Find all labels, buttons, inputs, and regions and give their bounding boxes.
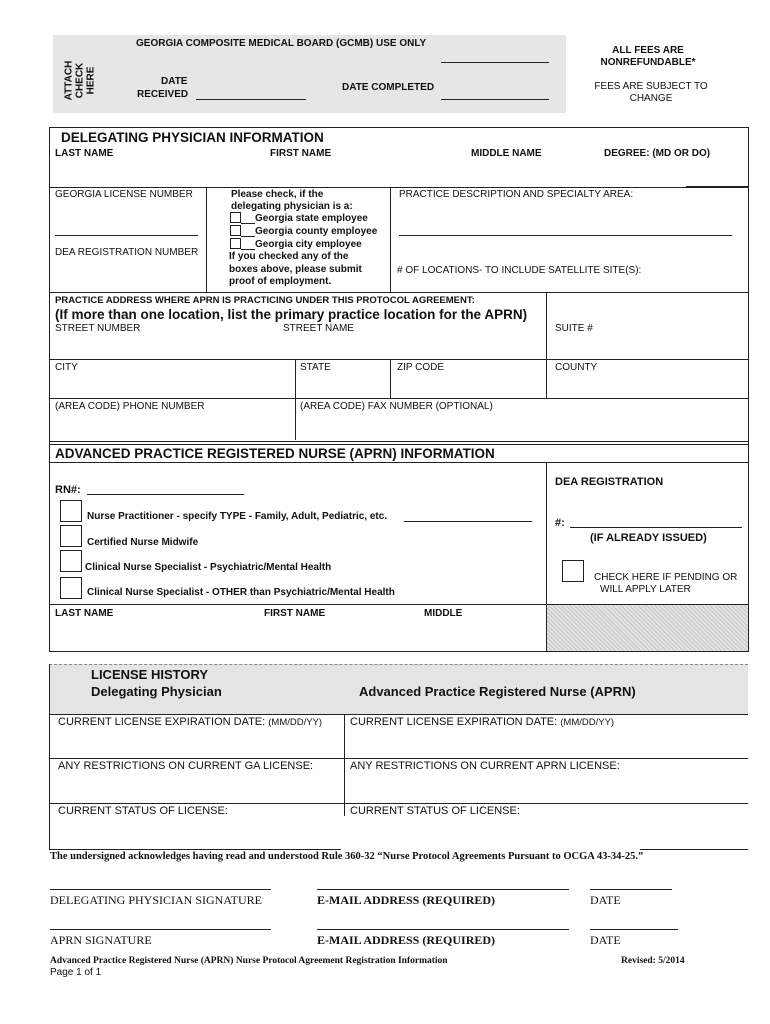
aprn-signature-field[interactable] bbox=[50, 929, 271, 930]
email-label-2: E-MAIL ADDRESS (REQUIRED) bbox=[317, 933, 496, 947]
divider bbox=[390, 187, 391, 292]
date-received-label: DATE RECEIVED bbox=[137, 76, 189, 100]
divider bbox=[546, 322, 547, 360]
physician-signature-label: DELEGATING PHYSICIAN SIGNATURE bbox=[50, 893, 262, 907]
form-title: Advanced Practice Registered Nurse (APRN) Nurse Protocol Agreement Registration Information bbox=[50, 956, 448, 966]
phys-middle-name-label: MIDDLE NAME bbox=[471, 148, 542, 159]
fax-label: (AREA CODE) FAX NUMBER (OPTIONAL) bbox=[300, 401, 493, 412]
county-employee-checkbox[interactable] bbox=[230, 225, 241, 236]
divider bbox=[49, 714, 748, 715]
acknowledgement-text: The undersigned acknowledges having read and understood Rule 360-32 “Nurse Protocol Agreements Pursuant to OCGA 43-34-25.” bbox=[50, 851, 644, 862]
date-label-1: DATE bbox=[590, 893, 621, 907]
date-completed-field[interactable] bbox=[441, 99, 549, 100]
dea-registration-title: DEA REGISTRATION bbox=[555, 476, 664, 488]
divider bbox=[546, 359, 547, 399]
revised-date: Revised: 5/2014 bbox=[621, 956, 685, 966]
email-field-1[interactable] bbox=[317, 889, 569, 890]
date-field-2[interactable] bbox=[590, 929, 678, 930]
rn-label: RN#: bbox=[55, 484, 81, 496]
fees-nonrefundable: ALL FEES ARE NONREFUNDABLE* bbox=[600, 45, 696, 68]
state-label: STATE bbox=[300, 362, 331, 373]
email-label-1: E-MAIL ADDRESS (REQUIRED) bbox=[317, 893, 496, 907]
np-type-field[interactable] bbox=[404, 521, 532, 522]
locations-label: # OF LOCATIONS- TO INCLUDE SATELLITE SITE(S): bbox=[397, 265, 642, 276]
restrictions-right-label: ANY RESTRICTIONS ON CURRENT APRN LICENSE: bbox=[350, 760, 620, 772]
divider bbox=[49, 849, 341, 850]
np-label: Nurse Practitioner - specify TYPE - Family, Adult, Pediatric, etc. bbox=[87, 511, 388, 522]
state-employee-checkbox[interactable] bbox=[230, 212, 241, 223]
divider bbox=[49, 462, 749, 463]
divider bbox=[49, 803, 748, 804]
divider bbox=[49, 359, 749, 360]
phys-first-name-label: FIRST NAME bbox=[270, 148, 332, 159]
dea-reg-label: DEA REGISTRATION NUMBER bbox=[55, 247, 199, 258]
city-employee-label: Georgia city employee bbox=[255, 239, 362, 250]
cns-other-label: Clinical Nurse Specialist - OTHER than Psychiatric/Mental Health bbox=[87, 587, 395, 598]
practice-desc-field[interactable] bbox=[399, 235, 732, 236]
city-label: CITY bbox=[55, 362, 78, 373]
date-completed-label: DATE COMPLETED bbox=[342, 82, 435, 93]
dea-number-field[interactable] bbox=[570, 527, 742, 528]
divider bbox=[241, 223, 255, 224]
dea-issued-note: (IF ALREADY ISSUED) bbox=[590, 532, 707, 544]
date-received-field[interactable] bbox=[196, 99, 306, 100]
col-delegating-physician: Delegating Physician bbox=[91, 684, 222, 699]
date-label-2: DATE bbox=[590, 933, 621, 947]
physician-signature-field[interactable] bbox=[50, 889, 271, 890]
aprn-middle-label: MIDDLE bbox=[424, 608, 463, 619]
date-field-1[interactable] bbox=[590, 889, 672, 890]
street-number-label: STREET NUMBER bbox=[55, 323, 141, 334]
attach-check-label: ATTACH CHECK HERE bbox=[63, 60, 97, 101]
board-title: GEORGIA COMPOSITE MEDICAL BOARD (GCMB) USE ONLY bbox=[136, 38, 427, 49]
dea-number-label: #: bbox=[555, 517, 565, 529]
divider bbox=[206, 187, 207, 292]
practice-desc-label: PRACTICE DESCRIPTION AND SPECIALTY AREA: bbox=[399, 189, 634, 200]
gcmb-top-field[interactable] bbox=[441, 62, 549, 63]
exp-date-right-label: CURRENT LICENSE EXPIRATION DATE: (MM/DD/YY) bbox=[350, 716, 615, 728]
divider bbox=[49, 758, 748, 759]
cns-psych-checkbox[interactable] bbox=[60, 550, 82, 572]
cnm-checkbox[interactable] bbox=[60, 525, 82, 547]
dea-pending-checkbox[interactable] bbox=[562, 560, 584, 582]
divider bbox=[49, 187, 749, 188]
phys-degree-label: DEGREE: (MD OR DO) bbox=[604, 148, 711, 159]
county-employee-label: Georgia county employee bbox=[255, 226, 378, 237]
aprn-section-title: ADVANCED PRACTICE REGISTERED NURSE (APRN) INFORMATION bbox=[55, 446, 495, 461]
proof-employment-note: If you checked any of the boxes above, please submit proof of employment. bbox=[229, 251, 362, 287]
divider bbox=[241, 249, 255, 250]
divider bbox=[640, 849, 748, 850]
employee-check-intro: Please check, if the delegating physician is a: bbox=[231, 189, 353, 212]
np-checkbox[interactable] bbox=[60, 500, 82, 522]
rn-field[interactable] bbox=[87, 494, 244, 495]
divider bbox=[546, 292, 547, 322]
aprn-first-name-label: FIRST NAME bbox=[264, 608, 326, 619]
aprn-signature-label: APRN SIGNATURE bbox=[50, 933, 152, 947]
phys-last-name-label: LAST NAME bbox=[55, 148, 114, 159]
suite-label: SUITE # bbox=[555, 323, 593, 334]
physician-section-title: DELEGATING PHYSICIAN INFORMATION bbox=[61, 130, 324, 145]
email-field-2[interactable] bbox=[317, 929, 569, 930]
divider bbox=[295, 359, 296, 440]
page-number: Page 1 of 1 bbox=[50, 967, 102, 978]
fees-subject-change: FEES ARE SUBJECT TO CHANGE bbox=[594, 81, 708, 104]
cns-psych-label: Clinical Nurse Specialist - Psychiatric/Mental Health bbox=[85, 562, 332, 573]
exp-date-left-label: CURRENT LICENSE EXPIRATION DATE: (MM/DD/YY) bbox=[58, 716, 323, 728]
street-name-label: STREET NAME bbox=[283, 323, 354, 334]
shaded-cell bbox=[547, 605, 748, 651]
state-employee-label: Georgia state employee bbox=[255, 213, 368, 224]
zip-label: ZIP CODE bbox=[397, 362, 445, 373]
multi-location-note: (If more than one location, list the primary practice location for the APRN) bbox=[55, 307, 528, 322]
ga-license-field[interactable] bbox=[55, 235, 198, 236]
divider bbox=[344, 714, 345, 816]
ga-license-label: GEORGIA LICENSE NUMBER bbox=[55, 189, 193, 200]
divider bbox=[241, 236, 255, 237]
phone-label: (AREA CODE) PHONE NUMBER bbox=[55, 401, 205, 412]
license-history-title: LICENSE HISTORY bbox=[91, 667, 209, 682]
cns-other-checkbox[interactable] bbox=[60, 577, 82, 599]
city-employee-checkbox[interactable] bbox=[230, 238, 241, 249]
cnm-label: Certified Nurse Midwife bbox=[87, 537, 199, 548]
status-right-label: CURRENT STATUS OF LICENSE: bbox=[350, 805, 520, 817]
county-label: COUNTY bbox=[555, 362, 598, 373]
divider bbox=[390, 359, 391, 399]
status-left-label: CURRENT STATUS OF LICENSE: bbox=[58, 805, 228, 817]
practice-address-intro: PRACTICE ADDRESS WHERE APRN IS PRACTICING UNDER THIS PROTOCOL AGREEMENT: bbox=[55, 295, 475, 306]
aprn-last-name-label: LAST NAME bbox=[55, 608, 114, 619]
dea-pending-label: CHECK HERE IF PENDING OR WILL APPLY LATER bbox=[594, 572, 738, 595]
col-aprn: Advanced Practice Registered Nurse (APRN) bbox=[359, 684, 636, 699]
divider bbox=[49, 664, 50, 850]
divider bbox=[49, 398, 749, 399]
divider bbox=[49, 292, 749, 293]
restrictions-left-label: ANY RESTRICTIONS ON CURRENT GA LICENSE: bbox=[58, 760, 314, 772]
